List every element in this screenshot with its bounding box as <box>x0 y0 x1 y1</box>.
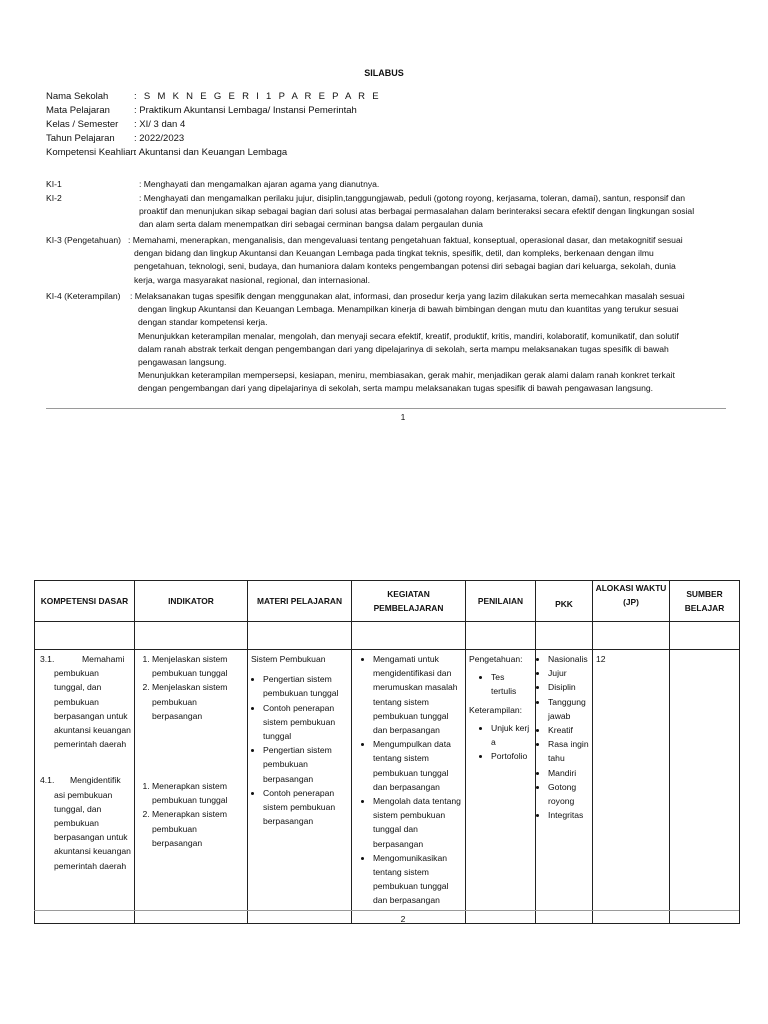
ki-line: pengawasan langsung. <box>138 357 227 368</box>
blank-cell <box>35 622 135 650</box>
table-header-row <box>35 581 740 622</box>
ki-line: dalam ranah abstrak terkait dengan pengembangan dari yang dipelajarinya di sekolah, serta mampu melaksanakan tugas spesifik di bawah <box>138 343 669 354</box>
ki-4 <box>46 290 726 400</box>
list-item: • Mengamati untuk mengidentifikasi dan merumuskan masalah tentang sistem pembukuan tunggal dan berpasangan <box>373 652 462 737</box>
ki-text <box>128 234 726 287</box>
page-number: 2 <box>400 914 406 924</box>
kd-text: pembukuan tunggal, dan pembukuan berpasangan untuk akuntansi keuangan pemerintah daerah <box>54 668 131 750</box>
ki-label: KI-3 (Pengetahuan) <box>46 235 122 245</box>
blank-cell <box>536 622 593 650</box>
penilaian-pengetahuan-list <box>469 670 532 698</box>
silabus-title: SILABUS <box>364 68 404 78</box>
cell-pkk <box>536 650 593 924</box>
blank-cell <box>135 622 248 650</box>
blank-cell <box>248 622 352 650</box>
identity-label: Kelas / Semester <box>46 119 119 130</box>
identity-label: Kompetensi Keahlian <box>46 147 136 158</box>
identity-label: Nama Sekolah <box>46 91 109 102</box>
identity-value: : Akuntansi dan Keuangan Lembaga <box>134 147 288 158</box>
blank-cell <box>466 622 536 650</box>
ki-line: : Melaksanakan tugas spesifik dengan menggunakan alat, informasi, dan prosedur kerja yang lazim dilakukan serta memecahkan masalah sesuai <box>130 291 685 301</box>
list-item: 1. Menerapkan sistem pembukuan tunggal <box>152 779 244 807</box>
cell-sumber <box>670 650 740 924</box>
cell-kegiatan <box>352 650 466 924</box>
penilaian-pengetahuan-label: Pengetahuan: <box>469 654 523 664</box>
spacer <box>38 751 131 773</box>
page-number: 1 <box>400 412 406 422</box>
cell-materi <box>248 650 352 924</box>
materi-list <box>251 672 348 828</box>
identity-row-year <box>46 133 184 144</box>
ki-label: KI-1 <box>46 179 62 189</box>
identity-row-class <box>46 119 185 130</box>
list-item: • Mengolah data tentang sistem pembukuan tunggal dan berpasangan <box>373 794 462 851</box>
indikator-list-1 <box>138 652 244 723</box>
ki-label: KI-2 <box>46 193 62 203</box>
identity-row-subject <box>46 105 357 116</box>
list-item: • Unjuk kerja <box>491 721 532 749</box>
ki-1 <box>46 178 726 192</box>
blank-cell <box>670 622 740 650</box>
kd-3-1 <box>38 652 131 751</box>
identity-value: : 2022/2023 <box>134 133 185 144</box>
ki-2 <box>46 192 726 234</box>
header-kegiatan: KEGIATAN PEMBELAJARAN <box>352 581 466 622</box>
kegiatan-list <box>355 652 462 908</box>
page-divider <box>46 408 726 409</box>
list-item: • Jujur <box>548 666 589 680</box>
list-item: • Pengertian sistem pembukuan tunggal <box>263 672 348 700</box>
identity-value: : S M K N E G E R I 1 P A R E P A R E <box>134 91 381 102</box>
header-pkk: PKK <box>536 581 593 622</box>
table-row <box>35 650 740 924</box>
kd-first-word: Mengidentifik <box>70 775 121 786</box>
ki-line: dan alam serta dalam menempatkan diri sebagai cerminan bangsa dalam pergaulan dunia <box>139 219 483 230</box>
identity-value: : Praktikum Akuntansi Lembaga/ Instansi Pemerintah <box>134 105 357 116</box>
list-item: • Portofolio <box>491 749 532 763</box>
cell-kompetensi-dasar <box>35 650 135 924</box>
kd-number: 4.1. <box>40 775 55 786</box>
list-item: • Tes tertulis <box>491 670 532 698</box>
list-item: • Contoh penerapan sistem pembukuan berpasangan <box>263 786 348 829</box>
ki-text <box>139 178 726 191</box>
materi-heading: Sistem Pembukuan <box>251 654 326 664</box>
identity-label: Mata Pelajaran <box>46 105 110 116</box>
identity-label: Tahun Pelajaran <box>46 133 115 144</box>
list-item: • Kreatif <box>548 723 589 737</box>
ki-line: dengan bidang dan lingkup Akuntansi dan Keuangan Lembaga pada tingkat teknis, spesifik, detil, dan kompleks, berkenaan dengan ilmu <box>134 248 654 259</box>
page-divider <box>34 910 739 911</box>
ki-text <box>139 192 726 232</box>
list-item: • Rasa ingin tahu <box>548 737 589 765</box>
cell-indikator <box>135 650 248 924</box>
ki-line: dengan lingkup Akuntansi dan Keuangan Lembaga. Menampilkan kinerja di bawah bimbingan dengan mutu dan kuantitas yang terukur sesuai <box>138 304 679 315</box>
ki-3 <box>46 234 726 288</box>
list-item: 1. Menjelaskan sistem pembukuan tunggal <box>152 652 244 680</box>
list-item: • Pengertian sistem pembukuan berpasangan <box>263 743 348 786</box>
list-item: • Disiplin <box>548 680 589 694</box>
list-item: • Mengomunikasikan tentang sistem pembukuan tunggal dan berpasangan <box>373 851 462 908</box>
ki-label: KI-4 (Keterampilan) <box>46 291 121 301</box>
list-item: • Integritas <box>548 808 589 822</box>
penilaian-keterampilan-label: Keterampilan: <box>469 704 523 715</box>
header-sumber: SUMBER BELAJAR <box>670 581 740 622</box>
list-item: • Nasionalis <box>548 652 589 666</box>
identity-row-competency <box>46 147 287 158</box>
table-row-blank <box>35 622 740 650</box>
header-materi: MATERI PELAJARAN <box>248 581 352 622</box>
header-alokasi: ALOKASI WAKTU (JP) <box>593 581 670 622</box>
ki-text <box>130 290 726 396</box>
pkk-list <box>539 652 589 822</box>
identity-row-school <box>46 91 381 102</box>
ki-line: dengan pengembangan dari yang dipelajarinya di sekolah, serta mampu melaksanakan tugas spesifik di bawah pengawasan langsung. <box>138 383 654 394</box>
ki-line: : Memahami, menerapkan, menganalisis, dan mengevaluasi tentang pengetahuan faktual, konseptual, operasional dasar, dan metakognitif sesuai <box>128 235 683 245</box>
list-item: • Gotong royong <box>548 780 589 808</box>
ki-line: Menunjukkan keterampilan menalar, mengolah, dan menyaji secara efektif, kreatif, produktif, kritis, mandiri, kolaboratif, komunikatif, dan solutif <box>138 330 679 341</box>
header-kompetensi-dasar: KOMPETENSI DASAR <box>35 581 135 622</box>
list-item: • Contoh penerapan sistem pembukuan tunggal <box>263 701 348 744</box>
cell-alokasi: 12 <box>593 650 670 924</box>
ki-line: pengetahuan, teknologi, seni, budaya, dan humaniora dalam konteks pengembangan potensi diri sebagai bagian dari keluarga, sekolah, dunia <box>134 261 676 272</box>
ki-line: kerja, warga masyarakat nasional, regional, dan internasional. <box>134 274 370 285</box>
cell-penilaian <box>466 650 536 924</box>
list-item: • Tanggung jawab <box>548 695 589 723</box>
ki-line: dengan standar kompetensi kerja. <box>138 317 268 328</box>
ki-line: : Menghayati dan mengamalkan ajaran agama yang dianutnya. <box>139 179 380 189</box>
identity-value: : XI/ 3 dan 4 <box>134 119 186 130</box>
kd-number: 3.1. <box>40 654 55 664</box>
blank-cell <box>352 622 466 650</box>
silabus-table <box>34 580 740 924</box>
ki-line: proaktif dan menunjukan sikap sebagai bagian dari solusi atas berbagai permasalahan dalam berinteraksi secara efektif dengan lingkungan sosial <box>139 206 695 217</box>
penilaian-keterampilan-list <box>469 721 532 764</box>
list-item: 2. Menjelaskan sistem pembukuan berpasangan <box>152 680 244 723</box>
kd-first-word: Memahami <box>82 654 125 664</box>
indikator-list-2 <box>138 779 244 850</box>
spacer <box>138 723 244 779</box>
list-item: • Mandiri <box>548 766 589 780</box>
blank-cell <box>593 622 670 650</box>
ki-line: Menunjukkan keterampilan mempersepsi, kesiapan, meniru, membiasakan, gerak mahir, menjadikan gerak alami dalam ranah konkret terkait <box>138 370 675 381</box>
kd-text: asi pembukuan tunggal, dan pembukuan berpasangan untuk akuntansi keuangan pemerintah daerah <box>54 789 131 871</box>
list-item: 2. Menerapkan sistem pembukuan berpasangan <box>152 807 244 850</box>
header-indikator: INDIKATOR <box>135 581 248 622</box>
kd-4-1 <box>38 773 131 872</box>
ki-line: : Menghayati dan mengamalkan perilaku jujur, disiplin,tanggungjawab, peduli (gotong royong, kerjasama, toleran, damai), santun, responsif dan <box>139 193 686 203</box>
list-item: • Mengumpulkan data tentang sistem pembukuan tunggal dan berpasangan <box>373 737 462 794</box>
header-penilaian: PENILAIAN <box>466 581 536 622</box>
